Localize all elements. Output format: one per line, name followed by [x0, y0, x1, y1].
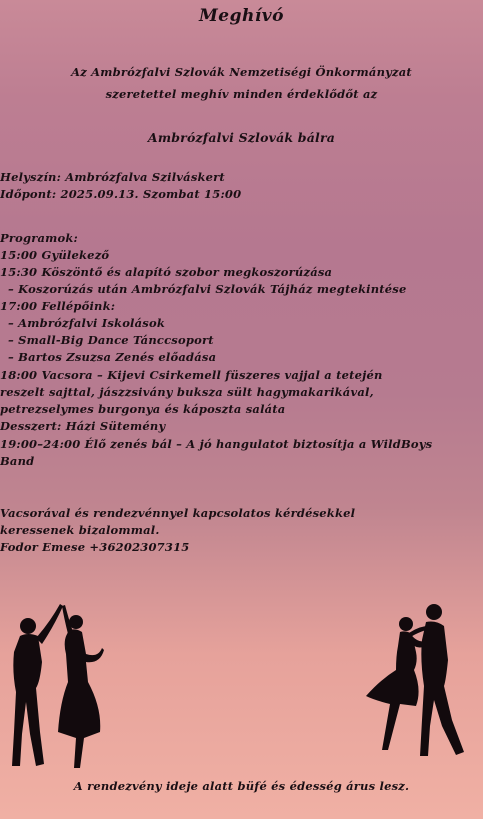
program-line: 15:00 Gyülekező	[0, 248, 110, 262]
contact-line-2: keressenek bizalommal.	[0, 523, 160, 537]
location-text: Helyszín: Ambrózfalva Szilváskert	[0, 170, 225, 184]
time-text: Időpont: 2025.09.13. Szombat 15:00	[0, 187, 242, 201]
program-line: Band	[0, 454, 35, 468]
programs-heading: Programok:	[0, 231, 78, 245]
program-line: Desszert: Házi Sütemény	[0, 419, 166, 433]
contact-line-1: Vacsorával és rendezvénnyel kapcsolatos kérdésekkel	[0, 506, 356, 520]
program-line: – Small-Big Dance Tánccsoport	[8, 333, 214, 347]
intro-line-1: Az Ambrózfalvi Szlovák Nemzetiségi Önkormányzat	[71, 65, 412, 79]
page-title: Meghívó	[198, 6, 285, 26]
right-dancers-silhouette	[360, 600, 470, 760]
program-line: 15:30 Köszöntő és alapító szobor megkoszorúzása	[0, 265, 333, 279]
program-line: reszelt sajttal, jászzsivány buksza sült hagymakarikával,	[0, 385, 374, 399]
program-line: – Koszorúzás után Ambrózfalvi Szlovák Tájház megtekintése	[8, 282, 407, 296]
event-name: Ambrózfalvi Szlovák bálra	[147, 130, 336, 145]
program-line: 17:00 Fellépőink:	[0, 299, 116, 313]
footer-note: A rendezvény ideje alatt büfé és édesség árus lesz.	[73, 779, 410, 793]
program-line: – Ambrózfalvi Iskolások	[8, 316, 165, 330]
left-dancers-silhouette	[6, 592, 106, 772]
program-line: petrezselymes burgonya és káposzta saláta	[0, 402, 286, 416]
program-line: 19:00–24:00 Élő zenés bál – A jó hangulatot biztosítja a WildBoys	[0, 437, 433, 451]
program-line: 18:00 Vacsora – Kijevi Csirkemell füszeres vajjal a tetején	[0, 368, 383, 382]
program-line: – Bartos Zsuzsa Zenés előadása	[8, 350, 217, 364]
intro-line-2: szeretettel meghív minden érdeklődőt az	[105, 87, 378, 101]
contact-line-3: Fodor Emese +36202307315	[0, 540, 190, 554]
